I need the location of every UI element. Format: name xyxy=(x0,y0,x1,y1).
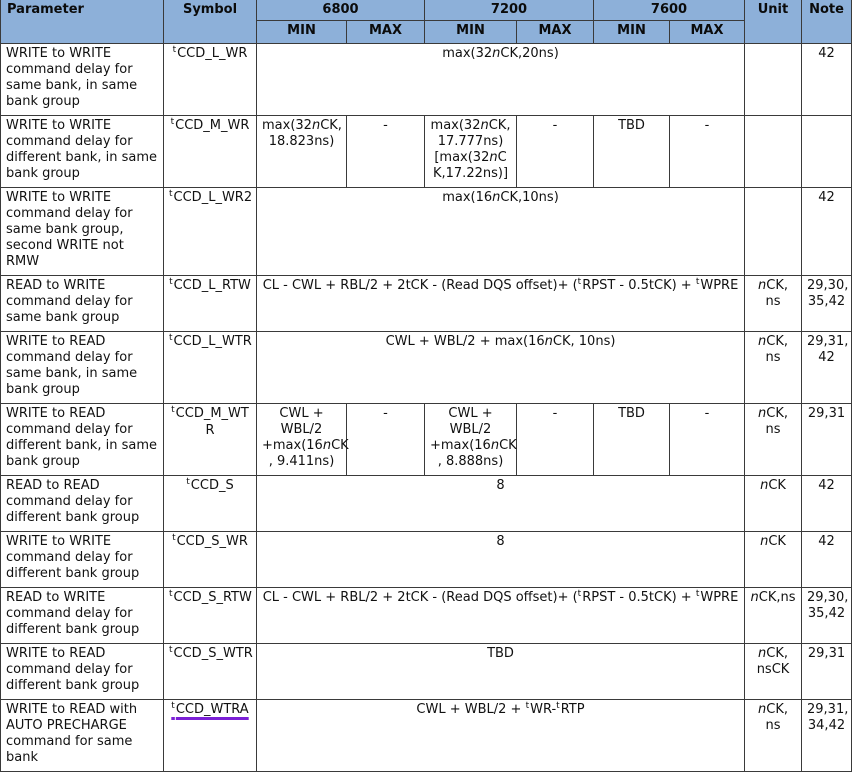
note-cell: 42 xyxy=(802,532,852,588)
value-6800-max: - xyxy=(347,404,425,476)
unit-cell xyxy=(745,188,802,276)
unit-cell: nCK, ns xyxy=(745,276,802,332)
value-6800-min: max(32nCK, 18.823ns) xyxy=(257,116,347,188)
unit-cell: nCK,ns xyxy=(745,588,802,644)
speed-7600-header: 7600 xyxy=(594,0,745,21)
table-row xyxy=(1,404,852,476)
value-7600-max: - xyxy=(670,404,745,476)
value-6800-min: CWL + WBL/2 +max(16nCK , 9.411ns) xyxy=(257,404,347,476)
note-cell: 29,31, 42 xyxy=(802,332,852,404)
unit-cell xyxy=(745,116,802,188)
value-7200-max: - xyxy=(517,116,594,188)
note-cell: 42 xyxy=(802,476,852,532)
value-cell: CL - CWL + RBL/2 + 2tCK - (Read DQS offset)+ ($^t$RPST - 0.5tCK) + $^t$WPRE xyxy=(257,588,745,644)
value-6800-max: - xyxy=(347,116,425,188)
note-cell: 42 xyxy=(802,188,852,276)
value-cell: CWL + WBL/2 + max(16nCK, 10ns) xyxy=(257,332,745,404)
parameter-cell: WRITE to WRITE command delay for different bank group xyxy=(1,532,164,588)
symbol-cell: $^t$CCD_L_WR2 xyxy=(164,188,257,276)
note-cell: 29,30, 35,42 xyxy=(802,276,852,332)
unit-cell: nCK xyxy=(745,532,802,588)
table-row xyxy=(1,588,852,644)
value-cell: 8 xyxy=(257,476,745,532)
value-cell: TBD xyxy=(257,644,745,700)
min-header: MIN xyxy=(257,21,347,44)
min-header: MIN xyxy=(594,21,670,44)
symbol-cell: $^t$CCD_L_WTR xyxy=(164,332,257,404)
parameter-cell: READ to READ command delay for different bank group xyxy=(1,476,164,532)
table-row xyxy=(1,116,852,188)
symbol-cell xyxy=(164,700,257,772)
value-7600-min: TBD xyxy=(594,116,670,188)
table-row xyxy=(1,476,852,532)
note-cell: 42 xyxy=(802,44,852,116)
parameter-header: Parameter xyxy=(1,0,164,44)
speed-7200-header: 7200 xyxy=(425,0,594,21)
note-cell xyxy=(802,116,852,188)
parameter-cell: WRITE to READ command delay for different bank group xyxy=(1,644,164,700)
unit-cell: nCK, ns xyxy=(745,332,802,404)
parameter-cell: WRITE to READ command delay for different bank, in same bank group xyxy=(1,404,164,476)
value-cell: max(32nCK,20ns) xyxy=(257,44,745,116)
value-cell: max(16nCK,10ns) xyxy=(257,188,745,276)
max-header: MAX xyxy=(670,21,745,44)
value-cell: CL - CWL + RBL/2 + 2tCK - (Read DQS offset)+ ($^t$RPST - 0.5tCK) + $^t$WPRE xyxy=(257,276,745,332)
value-7600-min: TBD xyxy=(594,404,670,476)
symbol-highlight: $^t$CCD_WTRA xyxy=(171,701,249,717)
table-row xyxy=(1,700,852,772)
header-row-top xyxy=(1,0,852,21)
max-header: MAX xyxy=(517,21,594,44)
value-7200-min: CWL + WBL/2 +max(16nCK , 8.888ns) xyxy=(425,404,517,476)
parameter-cell: WRITE to WRITE command delay for same bank group, second WRITE not RMW xyxy=(1,188,164,276)
value-7200-max: - xyxy=(517,404,594,476)
symbol-cell: $^t$CCD_M_WTR xyxy=(164,404,257,476)
min-header: MIN xyxy=(425,21,517,44)
table-row xyxy=(1,644,852,700)
symbol-cell: $^t$CCD_S_RTW xyxy=(164,588,257,644)
parameter-cell: WRITE to WRITE command delay for same bank, in same bank group xyxy=(1,44,164,116)
symbol-cell: $^t$CCD_S_WR xyxy=(164,532,257,588)
symbol-header: Symbol xyxy=(164,0,257,44)
table-row xyxy=(1,188,852,276)
note-cell: 29,31 xyxy=(802,404,852,476)
value-cell: 8 xyxy=(257,532,745,588)
symbol-cell: $^t$CCD_L_RTW xyxy=(164,276,257,332)
note-cell: 29,31, 34,42 xyxy=(802,700,852,772)
table-row xyxy=(1,532,852,588)
note-header: Note xyxy=(802,0,852,44)
symbol-cell: $^t$CCD_S xyxy=(164,476,257,532)
unit-cell: nCK, nsCK xyxy=(745,644,802,700)
note-cell: 29,31 xyxy=(802,644,852,700)
parameter-cell: WRITE to READ command delay for same bank, in same bank group xyxy=(1,332,164,404)
symbol-cell: $^t$CCD_M_WR xyxy=(164,116,257,188)
value-7600-max: - xyxy=(670,116,745,188)
max-header: MAX xyxy=(347,21,425,44)
value-cell: CWL + WBL/2 + $^t$WR-$^t$RTP xyxy=(257,700,745,772)
speed-6800-header: 6800 xyxy=(257,0,425,21)
unit-cell: nCK xyxy=(745,476,802,532)
table-row xyxy=(1,44,852,116)
value-7200-min: max(32nCK, 17.777ns) [max(32nCK,17.22ns)] xyxy=(425,116,517,188)
table-row xyxy=(1,332,852,404)
unit-cell: nCK, ns xyxy=(745,404,802,476)
unit-header: Unit xyxy=(745,0,802,44)
parameter-cell: READ to WRITE command delay for same bank group xyxy=(1,276,164,332)
table-row xyxy=(1,276,852,332)
parameter-cell: WRITE to WRITE command delay for different bank, in same bank group xyxy=(1,116,164,188)
symbol-cell: $^t$CCD_L_WR xyxy=(164,44,257,116)
symbol-cell: $^t$CCD_S_WTR xyxy=(164,644,257,700)
unit-cell xyxy=(745,44,802,116)
unit-cell: nCK, ns xyxy=(745,700,802,772)
parameter-cell: READ to WRITE command delay for different bank group xyxy=(1,588,164,644)
note-cell: 29,30, 35,42 xyxy=(802,588,852,644)
parameter-cell: WRITE to READ with AUTO PRECHARGE command for same bank xyxy=(1,700,164,772)
